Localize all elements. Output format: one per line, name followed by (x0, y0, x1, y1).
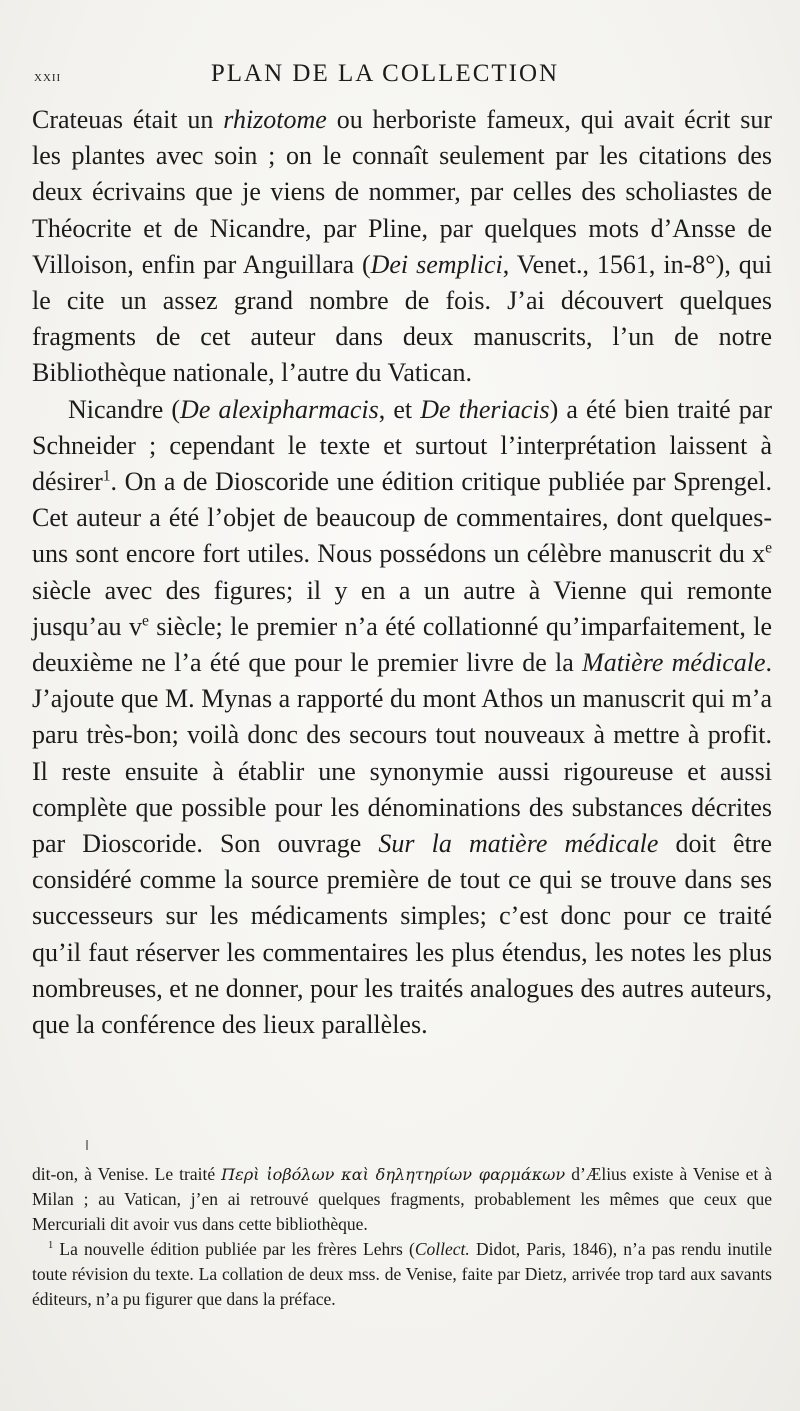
superscript: e (765, 539, 772, 557)
text-run: , et (378, 394, 421, 424)
page-number: xxii (34, 68, 62, 85)
text-run: ) a été bien traité par Schneider ; cependant le texte et surtout l’interprétation laissent à désirer (32, 394, 773, 497)
italic-title: De alexipharmacis (180, 394, 379, 424)
main-text (32, 102, 772, 1043)
text-run: La nouvelle édition publiée par les frères Lehrs ( (53, 1239, 415, 1259)
footnote-separator-mark (86, 1140, 88, 1150)
italic-title: Sur la matière médicale (378, 829, 659, 859)
italic-title: De theriacis (420, 394, 550, 424)
text-run: siècle avec des figures; il y en a un autre à Vienne qui remonte jusqu’au v (32, 575, 772, 641)
footnote-reference[interactable]: 1 (102, 467, 111, 485)
text-run: dit-on, à Venise. Le traité (32, 1164, 222, 1184)
italic-title: Matière médicale (582, 648, 766, 678)
footnote-continuation (32, 1162, 772, 1237)
superscript: e (141, 612, 149, 630)
text-run: . On a de Dioscoride une édition critique publiée par Sprengel. Cet auteur a été l’objet de beaucoup de commentaires, dont quelques-uns sont encore fort utiles. Nous possédons un célèbre manuscrit du x (32, 467, 772, 569)
italic-title: Collect. (414, 1239, 470, 1259)
paragraph-nicandre (32, 392, 772, 1044)
text-run: Didot, Paris, 1846), n’a pas rendu inutile toute révision du texte. La collation de deux mss. de Venise, faite par Dietz, arrivée trop tard aux savants éditeurs, n’a pu figurer que dans la préface. (32, 1239, 772, 1309)
text-run: , Venet., 1561, in-8°), qui le cite un assez grand nombre de fois. J’ai découvert quelques fragments de cet auteur dans deux manuscrits, l’un de notre Bibliothèque nationale, l’autre du Vatican. (32, 249, 773, 388)
footnotes (32, 1162, 772, 1312)
text-run: Crateuas était un (32, 105, 224, 134)
text-run: doit être considéré comme la source première de tout ce qui se trouve dans ses successeurs sur les médicaments simples; c’est donc pour ce traité qu’il faut réserver les commentaires les plus étendus, les notes les plus nombreuses, et ne donner, pour les traités analogues des autres auteurs, que la conférence des lieux parallèles. (32, 829, 772, 1040)
footnote-1 (32, 1237, 772, 1312)
footnote-number: 1 (48, 1240, 54, 1252)
text-run: Nicandre ( (68, 394, 181, 424)
running-title: PLAN DE LA COLLECTION (210, 60, 560, 87)
page-header (34, 60, 766, 100)
text-run: . J’ajoute que M. Mynas a rapporté du mont Athos un manuscrit qui m’a paru très-bon; voilà donc des secours tout nouveaux à mettre à profit. Il reste ensuite à établir une synonymie aussi rigoureuse et aussi complète que possible pour les dénominations des substances décrites par Dioscoride. Son ouvrage (32, 648, 772, 859)
greek-title: Περὶ ἰοβόλων καὶ δηλητηρίων φαρμάκων (221, 1165, 566, 1184)
paragraph-crateuas (32, 102, 772, 392)
italic-term: rhizotome (223, 105, 327, 134)
text-run: ou herboriste fameux, qui avait écrit sur les plantes avec soin ; on le connaît seulement par les citations des deux écrivains que je viens de nommer, par celles des scholiastes de Théocrite et de Nicandre, par Pline, par quelques mots d’Ansse de Villoison, enfin par Anguillara ( (32, 105, 772, 279)
text-run: d’Ælius existe à Venise et à Milan ; au Vatican, j’en ai retrouvé quelques fragments, probablement les mêmes que ceux que Mercuriali dit avoir vus dans cette bibliothèque. (32, 1164, 772, 1234)
italic-title: Dei semplici (370, 249, 503, 279)
text-run: siècle; le premier n’a été collationné qu’imparfaitement, le deuxième ne l’a été que pour le premier livre de la (32, 611, 772, 678)
